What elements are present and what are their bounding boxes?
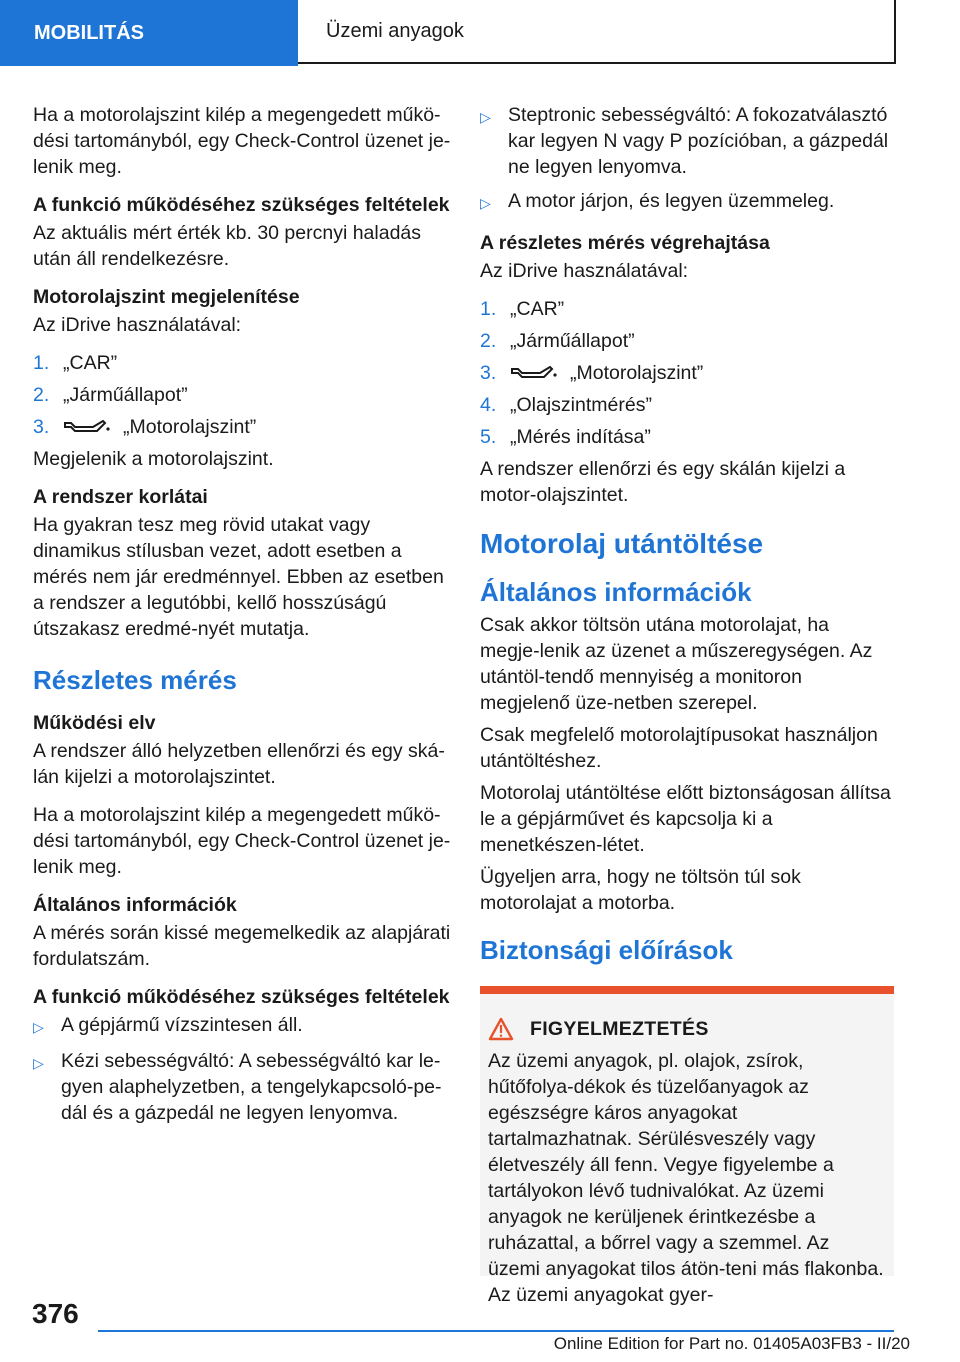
condition-list [33,1012,451,1126]
list-item [480,360,894,386]
subheading-requirements: A funkció működéséhez szükséges feltételek [33,986,450,1008]
step-text: „Olajszintmérés” [510,394,652,416]
paragraph: Az aktuális mért érték kb. 30 percnyi haladás után áll rendelkezésre. [33,222,422,270]
step-text: „Járműállapot” [63,384,188,406]
condition-text: A gépjármű vízszintesen áll. [61,1014,303,1036]
step-number: 3. [480,362,497,384]
footer-divider [98,1330,894,1332]
paragraph: Motorolaj utántöltése előtt biztonságosan állítsa le a gépjárművet és kapcsolja ki a menetkészen-létet. [480,782,891,856]
step-number: 1. [33,352,50,374]
paragraph: Csak megfelelő motorolajtípusokat használjon utántöltéshez. [480,724,878,772]
list-item [33,1048,451,1126]
step-text: „CAR” [63,352,118,374]
oil-can-icon [63,418,111,436]
step-number: 3. [33,416,50,438]
step-list [480,296,894,450]
subheading-general: Általános információk [33,894,237,916]
left-column [33,102,451,1140]
subheading-limits: A rendszer korlátai [33,486,208,508]
list-item [480,328,894,354]
step-number: 4. [480,394,497,416]
triangle-right-icon: ▷ [33,1055,44,1071]
list-item [480,188,894,216]
warning-triangle-icon [488,1017,514,1041]
paragraph: Ügyeljen arra, hogy ne töltsön túl sok motorolajat a motorba. [480,866,801,914]
condition-text: A motor járjon, és legyen üzemmeleg. [508,190,835,212]
paragraph: A rendszer ellenőrzi és egy skálán kijelzi a motor-olajszintet. [480,458,846,506]
paragraph: Ha gyakran tesz meg rövid utakat vagy dinamikus stílusban vezet, adott esetben a mérés nem jár eredménnyel. Ebben az esetben a rendszer a legutóbbi, kellő hosszúságú útszakasz eredmé-nyét mutatja. [33,514,444,640]
step-text: „Járműállapot” [510,330,635,352]
subheading-display: Motorolajszint megjelenítése [33,286,300,308]
warning-text: Az üzemi anyagok, pl. olajok, zsírok, hűtőfolya-dékok és tüzelőanyagok az egészségre káros anyagokat tartalmazhatnak. Sérülésveszély vagy életveszély áll fenn. Vegye figyelembe a tartályokon lévő tudnivalókat. Az üzemi anyagok ne kerüljenek érintkezésbe a ruházattal, a bőrrel vagy a szemmel. Az üzemi anyagokat tilos átön-teni más flakonba. Az üzemi anyagokat gyer- [488,1050,884,1306]
list-item [480,102,894,180]
section-heading-general: Általános információk [480,577,752,607]
subheading-execution: A részletes mérés végrehajtása [480,232,770,254]
warning-header [480,994,894,1042]
step-text: „Motorolajszint” [570,362,704,384]
paragraph: Ha a motorolajszint kilép a megengedett műkö-dési tartományból, egy Check-Control üzenet je-lenik meg. [33,104,451,178]
warning-title: FIGYELMEZTETÉS [530,1018,709,1040]
header-divider [298,0,310,64]
paragraph: Csak akkor töltsön utána motorolajat, ha megje-lenik az üzenet a műszeregységen. Az utántöl-tendő mennyiség a monitoron megjelenő üze-netben szerepel. [480,614,873,714]
paragraph: Megjelenik a motorolajszint. [33,448,274,470]
list-item [480,424,894,450]
list-item [480,392,894,418]
list-item [480,296,894,322]
section-heading-refill: Motorolaj utántöltése [480,528,764,559]
step-number: 2. [480,330,497,352]
condition-text: Kézi sebességváltó: A sebességváltó kar le-gyen alaphelyzetben, a tengelykapcsoló-pe-dál és a gázpedál ne legyen lenyomva. [61,1050,442,1124]
subheading-principle: Működési elv [33,712,156,734]
paragraph: A rendszer álló helyzetben ellenőrzi és egy ská-lán kijelzi a motorolajszintet. [33,740,445,788]
condition-list [480,102,894,216]
list-item [33,382,451,408]
step-text: „CAR” [510,298,565,320]
section-tab: MOBILITÁS [0,0,298,66]
triangle-right-icon: ▷ [33,1019,44,1035]
condition-text: Steptronic sebességváltó: A fokozatválasztó kar legyen N vagy P pozícióban, a gázpedál ne legyen lenyomva. [508,104,889,178]
paragraph: A mérés során kissé megemelkedik az alapjárati fordulatszám. [33,922,451,970]
triangle-right-icon: ▷ [480,109,491,125]
subheading-requirements: A funkció működéséhez szükséges feltételek [33,194,450,216]
step-text: „Mérés indítása” [510,426,651,448]
section-heading-safety: Biztonsági előírások [480,935,733,965]
warning-bar [480,986,894,994]
list-item [33,350,451,376]
list-item [33,1012,451,1040]
step-number: 1. [480,298,497,320]
list-item [33,414,451,440]
paragraph: Az iDrive használatával: [33,314,242,336]
section-heading-detail: Részletes mérés [33,665,237,695]
paragraph: Az iDrive használatával: [480,260,689,282]
page-number: 376 [32,1298,79,1329]
edition-note: Online Edition for Part no. 01405A03FB3 - II/20 [553,1334,910,1353]
paragraph: Ha a motorolajszint kilép a megengedett műkö-dési tartományból, egy Check-Control üzenet je-lenik meg. [33,804,451,878]
oil-can-icon [510,364,558,382]
step-number: 5. [480,426,497,448]
page-header [0,0,960,66]
step-text: „Motorolajszint” [123,416,257,438]
chapter-title: Üzemi anyagok [310,0,896,64]
step-list [33,350,451,440]
right-column [480,102,894,1306]
triangle-right-icon: ▷ [480,195,491,211]
warning-box [480,986,894,1306]
step-number: 2. [33,384,50,406]
